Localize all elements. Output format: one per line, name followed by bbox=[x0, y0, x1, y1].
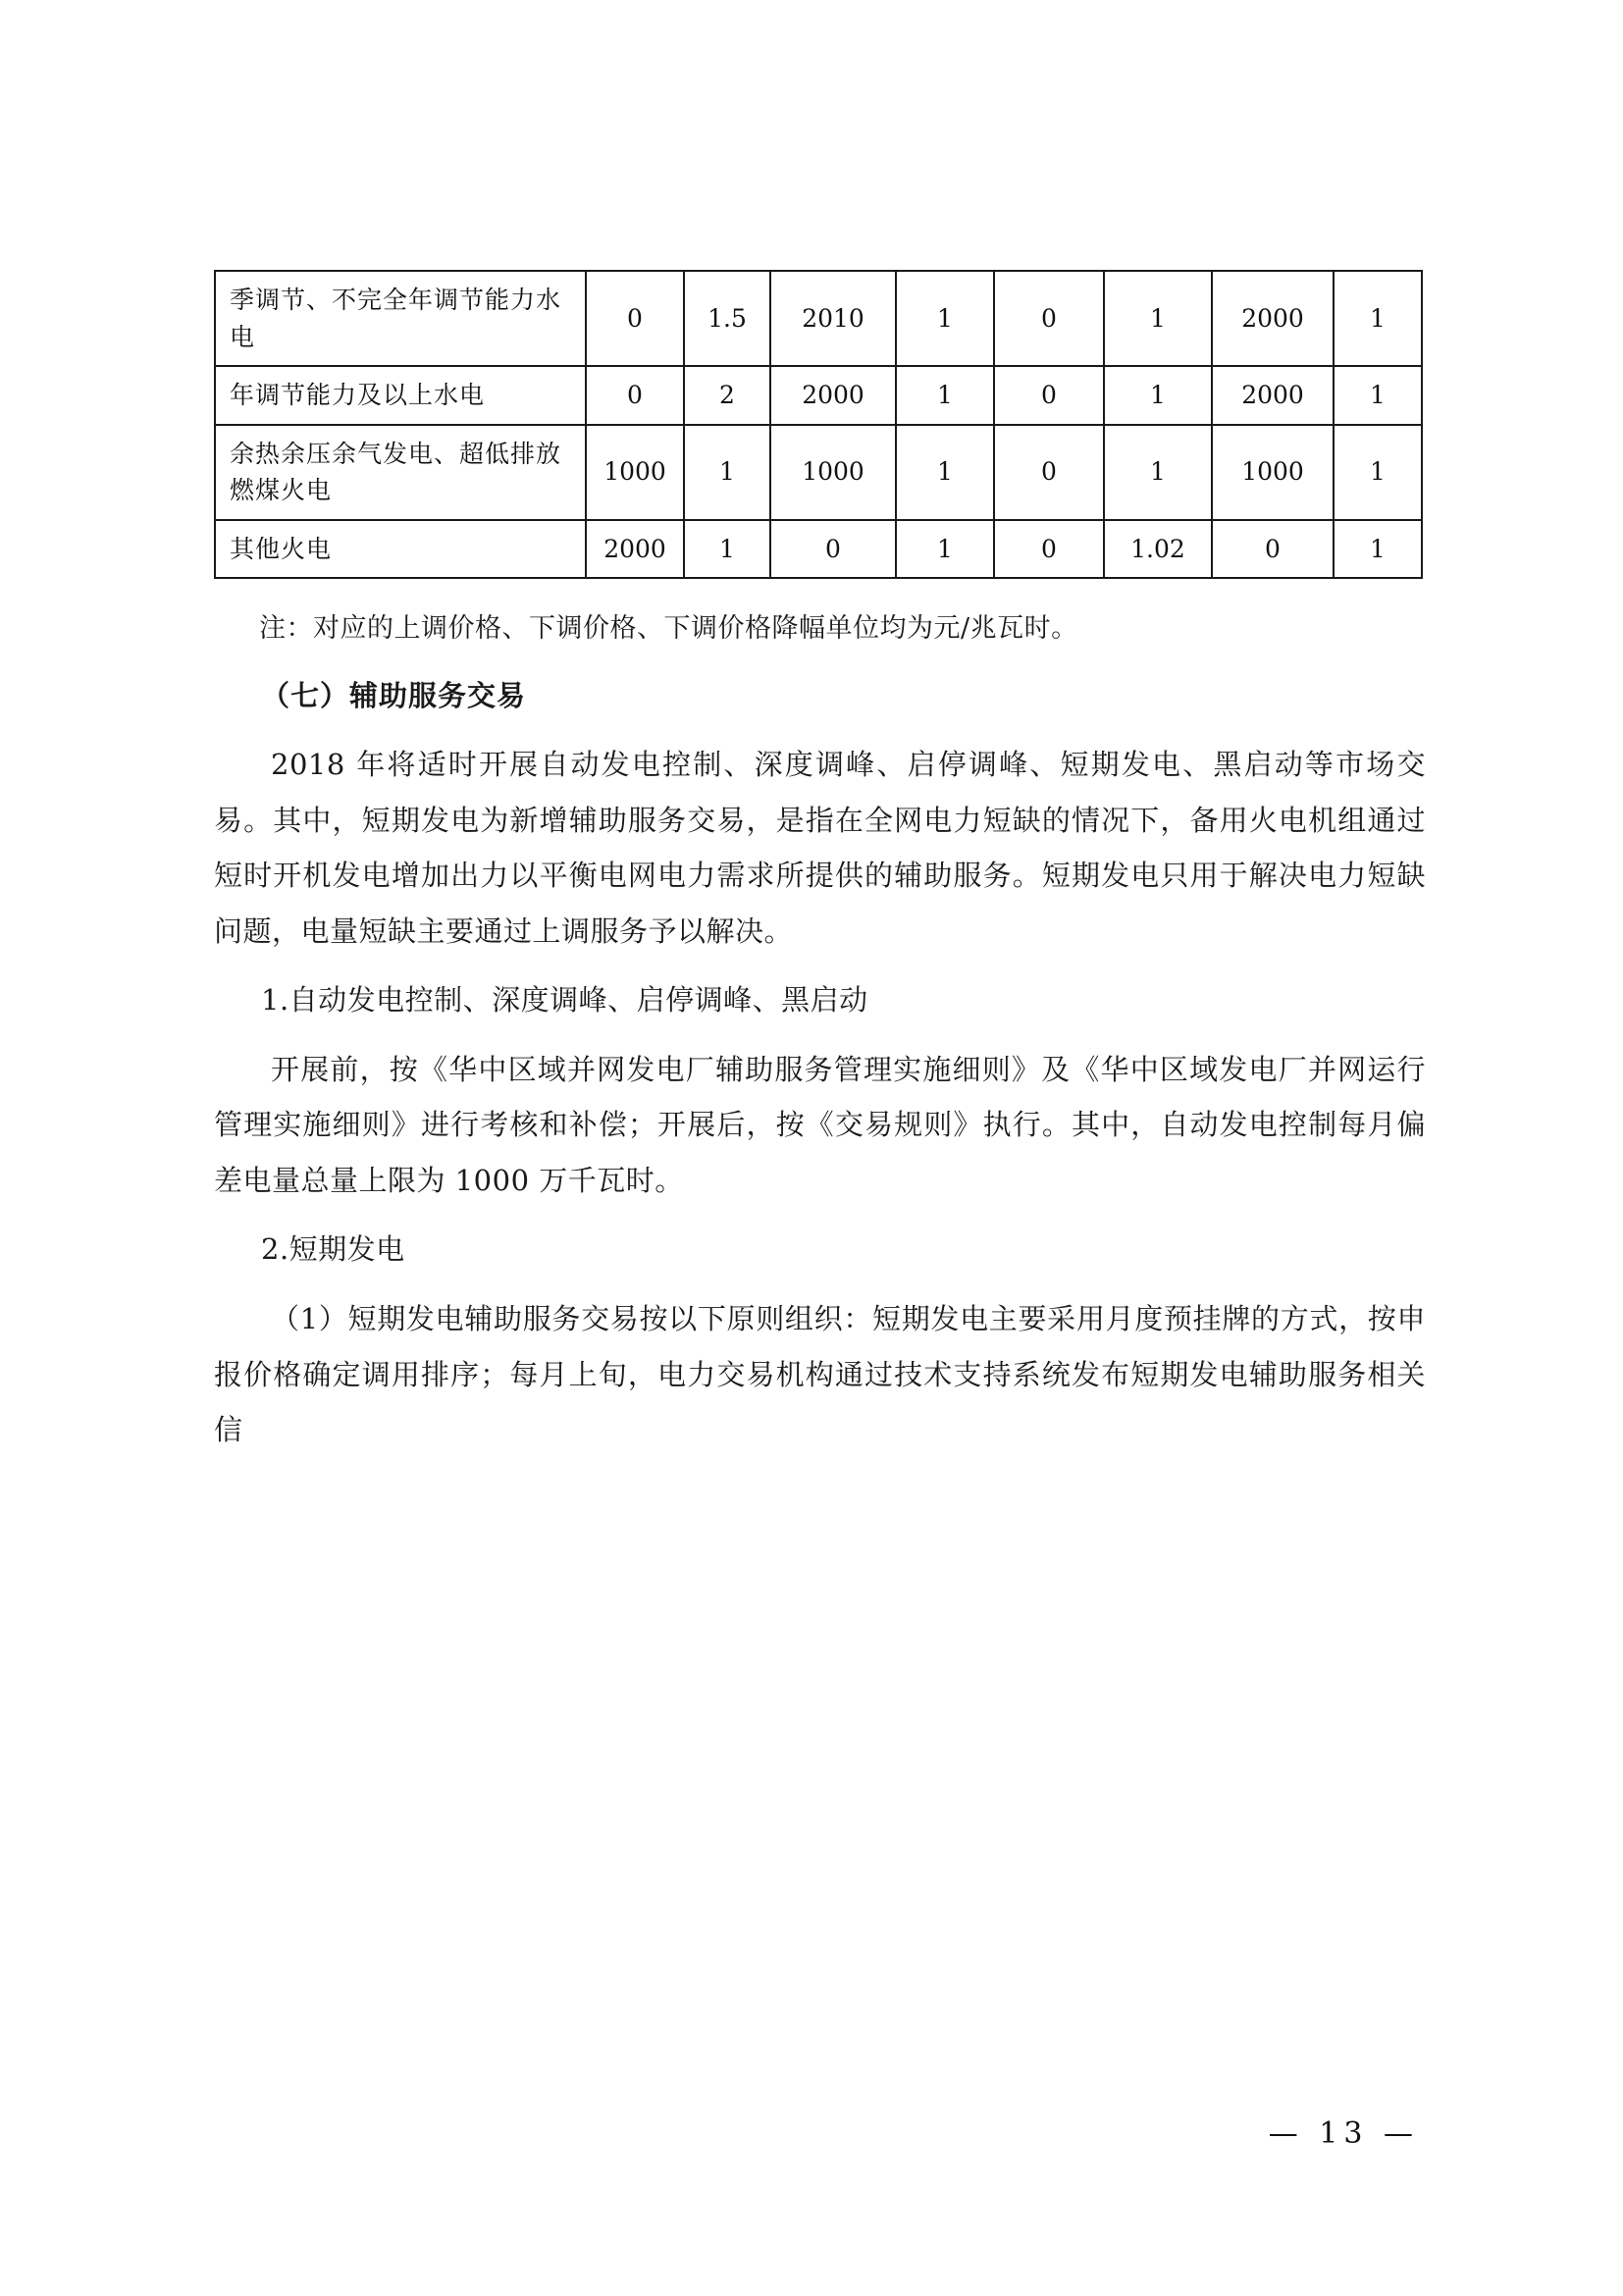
table-cell: 2000 bbox=[1212, 271, 1334, 366]
table-cell: 1 bbox=[896, 271, 994, 366]
table-row-label: 季调节、不完全年调节能力水电 bbox=[215, 271, 586, 366]
table-cell: 1000 bbox=[586, 425, 684, 520]
section-heading: （七）辅助服务交易 bbox=[261, 678, 527, 712]
table-cell: 0 bbox=[994, 366, 1104, 425]
page-content bbox=[214, 270, 1426, 1458]
table-cell: 1 bbox=[1104, 366, 1212, 425]
paragraph-item-2: 2.短期发电 bbox=[261, 1232, 405, 1267]
table-row-label: 余热余压余气发电、超低排放燃煤火电 bbox=[215, 425, 586, 520]
table-cell: 0 bbox=[1212, 520, 1334, 579]
table-cell: 1 bbox=[1334, 425, 1422, 520]
table-cell: 0 bbox=[994, 520, 1104, 579]
table-cell: 1 bbox=[1334, 271, 1422, 366]
table-cell: 1 bbox=[896, 425, 994, 520]
paragraph-item-1-detail: 开展前，按《华中区域并网发电厂辅助服务管理实施细则》及《华中区域发电厂并网运行管理实施细则》进行考核和补偿；开展后，按《交易规则》执行。其中，自动发电控制每月偏差电量总量上限为 1000 万千瓦时。 bbox=[214, 1052, 1426, 1197]
table-cell: 1 bbox=[1104, 271, 1212, 366]
table-cell: 0 bbox=[770, 520, 896, 579]
table-cell: 1 bbox=[1104, 425, 1212, 520]
table-row bbox=[215, 520, 1422, 579]
table-cell: 1000 bbox=[770, 425, 896, 520]
table-cell: 1.02 bbox=[1104, 520, 1212, 579]
table-cell: 2000 bbox=[586, 520, 684, 579]
table-cell: 1 bbox=[896, 520, 994, 579]
table-cell: 1 bbox=[1334, 520, 1422, 579]
table-cell: 0 bbox=[994, 271, 1104, 366]
table-cell: 0 bbox=[994, 425, 1104, 520]
table-cell: 0 bbox=[586, 366, 684, 425]
table-row-label: 年调节能力及以上水电 bbox=[215, 366, 586, 425]
paragraph-item-1: 1.自动发电控制、深度调峰、启停调峰、黑启动 bbox=[261, 983, 868, 1018]
table-note: 注：对应的上调价格、下调价格、下调价格降幅单位均为元/兆瓦时。 bbox=[259, 613, 1078, 644]
paragraph-item-2-detail: （1）短期发电辅助服务交易按以下原则组织：短期发电主要采用月度预挂牌的方式，按申报价格确定调用排序；每月上旬，电力交易机构通过技术支持系统发布短期发电辅助服务相关信 bbox=[214, 1301, 1426, 1447]
table-cell: 1 bbox=[684, 425, 770, 520]
table-row-label: 其他火电 bbox=[215, 520, 586, 579]
table-cell: 1 bbox=[1334, 366, 1422, 425]
page-number: — 13 — bbox=[1268, 2116, 1419, 2151]
table-row bbox=[215, 366, 1422, 425]
rate-table bbox=[214, 270, 1423, 579]
table-cell: 2 bbox=[684, 366, 770, 425]
table-cell: 1.5 bbox=[684, 271, 770, 366]
table-cell: 0 bbox=[586, 271, 684, 366]
table-cell: 1 bbox=[896, 366, 994, 425]
table-cell: 2010 bbox=[770, 271, 896, 366]
paragraph-overview: 2018 年将适时开展自动发电控制、深度调峰、启停调峰、短期发电、黑启动等市场交易。其中，短期发电为新增辅助服务交易，是指在全网电力短缺的情况下，备用火电机组通过短时开机发电增加出力以平衡电网电力需求所提供的辅助服务。短期发电只用于解决电力短缺问题，电量短缺主要通过上调服务予以解决。 bbox=[214, 748, 1426, 948]
table-row bbox=[215, 425, 1422, 520]
table-row bbox=[215, 271, 1422, 366]
table-cell: 1 bbox=[684, 520, 770, 579]
table-cell: 2000 bbox=[770, 366, 896, 425]
table-cell: 1000 bbox=[1212, 425, 1334, 520]
table-cell: 2000 bbox=[1212, 366, 1334, 425]
